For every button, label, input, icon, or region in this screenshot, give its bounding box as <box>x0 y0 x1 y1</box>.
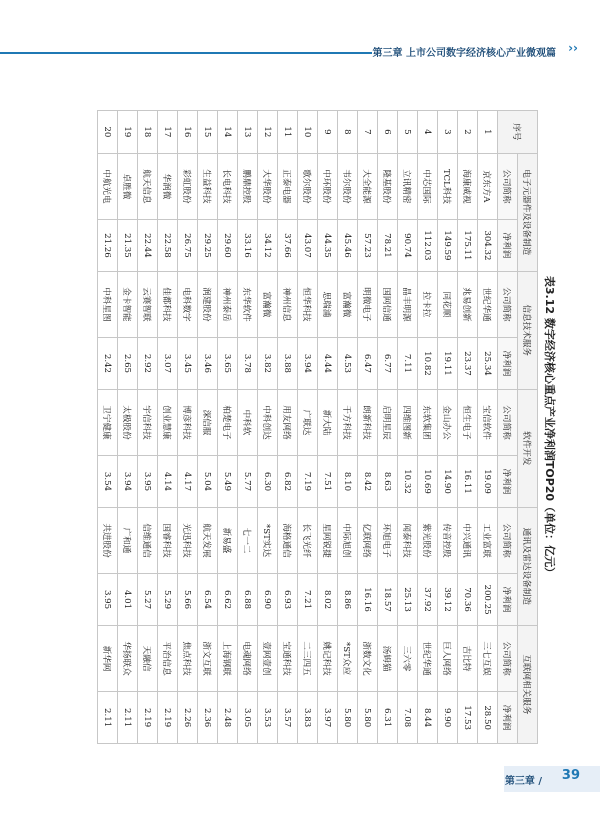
company-name-cell: 恒生电子 <box>458 389 478 455</box>
chevron-right-icon: ›› <box>568 41 578 55</box>
company-name-cell: 正泰电器 <box>278 153 298 219</box>
row-seq: 15 <box>198 111 218 154</box>
company-name-cell: *ST实达 <box>258 507 278 573</box>
company-name-cell: 新易盛 <box>218 507 238 573</box>
company-name-cell: 传音控股 <box>438 507 458 573</box>
company-name-cell: 壹网壹创 <box>258 625 278 691</box>
company-name-cell: 卫宁健康 <box>98 389 118 455</box>
net-profit-cell: 8.63 <box>378 456 398 508</box>
net-profit-cell: 5.04 <box>198 456 218 508</box>
company-name-cell: 恒华科技 <box>298 271 318 337</box>
company-name-cell: 思瑞浦 <box>318 271 338 337</box>
company-name-cell: 新大陆 <box>318 389 338 455</box>
company-name-cell: 航天发展 <box>198 507 218 573</box>
company-name-cell: 创业慧康 <box>158 389 178 455</box>
company-name-cell: 东软集团 <box>418 389 438 455</box>
net-profit-cell: 2.11 <box>98 692 118 744</box>
sub-header-company: 公司简称 <box>498 389 518 455</box>
sub-header-profit: 净利润 <box>498 338 518 390</box>
company-name-cell: 航天信息 <box>138 153 158 219</box>
table-body <box>98 111 498 744</box>
net-profit-cell: 3.82 <box>258 338 278 390</box>
net-profit-cell: 16.11 <box>458 456 478 508</box>
net-profit-cell: 7.11 <box>398 338 418 390</box>
company-name-cell: 千方科技 <box>338 389 358 455</box>
net-profit-cell: 7.51 <box>318 456 338 508</box>
net-profit-cell: 10.32 <box>398 456 418 508</box>
net-profit-cell: 6.90 <box>258 574 278 626</box>
net-profit-cell: 3.88 <box>278 338 298 390</box>
net-profit-cell: 43.07 <box>298 220 318 272</box>
row-seq: 12 <box>258 111 278 154</box>
net-profit-cell: 2.65 <box>118 338 138 390</box>
net-profit-cell: 3.95 <box>98 574 118 626</box>
net-profit-cell: 16.16 <box>358 574 378 626</box>
net-profit-cell: 4.17 <box>178 456 198 508</box>
net-profit-cell: 200.25 <box>478 574 498 626</box>
company-name-cell: 焦点科技 <box>178 625 198 691</box>
net-profit-cell: 3.07 <box>158 338 178 390</box>
rotated-table-block <box>86 110 560 744</box>
company-name-cell: 兆易创新 <box>458 271 478 337</box>
sub-header-profit: 净利润 <box>498 692 518 744</box>
net-profit-cell: 6.93 <box>278 574 298 626</box>
company-name-cell: 博彦科技 <box>178 389 198 455</box>
company-name-cell: 隆基股份 <box>378 153 398 219</box>
company-name-cell: 国网信通 <box>378 271 398 337</box>
row-seq: 6 <box>378 111 398 154</box>
net-profit-cell: 2.19 <box>138 692 158 744</box>
company-name-cell: 宝通科技 <box>278 625 298 691</box>
company-name-cell: 明微电子 <box>358 271 378 337</box>
net-profit-cell: 8.44 <box>418 692 438 744</box>
net-profit-cell: 3.46 <box>198 338 218 390</box>
company-name-cell: 同花顺 <box>438 271 458 337</box>
net-profit-cell: 2.19 <box>158 692 178 744</box>
table-row <box>218 111 238 744</box>
table-row <box>398 111 418 744</box>
net-profit-cell: 3.54 <box>98 456 118 508</box>
net-profit-cell: 21.35 <box>118 220 138 272</box>
net-profit-cell: 6.82 <box>278 456 298 508</box>
sub-header-profit: 净利润 <box>498 456 518 508</box>
net-profit-cell: 3.78 <box>238 338 258 390</box>
table-row <box>418 111 438 744</box>
net-profit-cell: 8.42 <box>358 456 378 508</box>
company-name-cell: 宝信软件 <box>478 389 498 455</box>
table-row <box>438 111 458 744</box>
net-profit-cell: 5.29 <box>158 574 178 626</box>
company-name-cell: 世纪华通 <box>418 625 438 691</box>
company-name-cell: 立讯精密 <box>398 153 418 219</box>
company-name-cell: TCL科技 <box>438 153 458 219</box>
row-seq: 10 <box>298 111 318 154</box>
company-name-cell: 韦尔股份 <box>338 153 358 219</box>
net-profit-cell: 3.45 <box>178 338 198 390</box>
sub-header-profit: 净利润 <box>498 574 518 626</box>
company-name-cell: 太极股份 <box>118 389 138 455</box>
net-profit-cell: 3.97 <box>318 692 338 744</box>
net-profit-cell: 34.12 <box>258 220 278 272</box>
net-profit-cell: 22.44 <box>138 220 158 272</box>
table-row <box>378 111 398 744</box>
row-seq: 2 <box>458 111 478 154</box>
company-name-cell: 三六零 <box>398 625 418 691</box>
company-name-cell: 广和通 <box>118 507 138 573</box>
sub-header-company: 公司简称 <box>498 153 518 219</box>
row-seq: 13 <box>238 111 258 154</box>
row-seq: 7 <box>358 111 378 154</box>
company-name-cell: 共进股份 <box>98 507 118 573</box>
company-name-cell: 晶丰明源 <box>398 271 418 337</box>
net-profit-cell: 7.19 <box>298 456 318 508</box>
net-profit-cell: 3.94 <box>118 456 138 508</box>
company-name-cell: 彩虹股份 <box>178 153 198 219</box>
net-profit-cell: 44.35 <box>318 220 338 272</box>
company-name-cell: 朗新科技 <box>358 389 378 455</box>
company-name-cell: 中科星图 <box>98 271 118 337</box>
company-name-cell: 三七互娱 <box>478 625 498 691</box>
group-header: 信息技术服务 <box>518 271 538 389</box>
company-name-cell: 新华网 <box>98 625 118 691</box>
net-profit-cell: 19.09 <box>478 456 498 508</box>
table-row <box>478 111 498 744</box>
net-profit-cell: 6.54 <box>198 574 218 626</box>
company-name-cell: 海康威视 <box>458 153 478 219</box>
net-profit-cell: 9.90 <box>438 692 458 744</box>
net-profit-cell: 2.92 <box>138 338 158 390</box>
company-name-cell: 润建股份 <box>198 271 218 337</box>
table-row <box>238 111 258 744</box>
company-name-cell: 海格通信 <box>278 507 298 573</box>
net-profit-cell: 29.25 <box>198 220 218 272</box>
row-seq: 16 <box>178 111 198 154</box>
company-name-cell: 佳都科技 <box>158 271 178 337</box>
company-name-cell: 用友网络 <box>278 389 298 455</box>
row-seq: 3 <box>438 111 458 154</box>
net-profit-cell: 5.66 <box>178 574 198 626</box>
company-name-cell: 国睿科技 <box>158 507 178 573</box>
net-profit-cell: 6.47 <box>358 338 378 390</box>
net-profit-cell: 7.08 <box>398 692 418 744</box>
seq-header: 序号 <box>498 111 538 154</box>
row-seq: 20 <box>98 111 118 154</box>
row-seq: 1 <box>478 111 498 154</box>
net-profit-cell: 3.53 <box>258 692 278 744</box>
company-name-cell: 金卡智能 <box>118 271 138 337</box>
net-profit-cell: 2.42 <box>98 338 118 390</box>
net-profit-cell: 28.50 <box>478 692 498 744</box>
net-profit-cell: 39.12 <box>438 574 458 626</box>
company-name-cell: 世纪华通 <box>478 271 498 337</box>
net-profit-cell: 8.02 <box>318 574 338 626</box>
net-profit-cell: 18.57 <box>378 574 398 626</box>
sub-header-company: 公司简称 <box>498 271 518 337</box>
company-name-cell: 中芯国际 <box>418 153 438 219</box>
company-name-cell: 长飞光纤 <box>298 507 318 573</box>
company-name-cell: 云赛智联 <box>138 271 158 337</box>
table-row <box>138 111 158 744</box>
net-profit-cell: 5.80 <box>358 692 378 744</box>
net-profit-cell: 4.01 <box>118 574 138 626</box>
net-profit-cell: 3.57 <box>278 692 298 744</box>
page-header <box>0 0 600 64</box>
company-name-cell: 中环股份 <box>318 153 338 219</box>
chapter-running-title: 第三章 上市公司数字经济核心产业微观篇 <box>372 48 556 59</box>
company-name-cell: 汤姆猫 <box>378 625 398 691</box>
row-seq: 8 <box>338 111 358 154</box>
company-name-cell: 巨人网络 <box>438 625 458 691</box>
net-profit-cell: 6.77 <box>378 338 398 390</box>
net-profit-cell: 3.94 <box>298 338 318 390</box>
company-name-cell: 亿联网络 <box>358 507 378 573</box>
net-profit-cell: 112.03 <box>418 220 438 272</box>
net-profit-cell: 4.53 <box>338 338 358 390</box>
company-name-cell: 东华软件 <box>238 271 258 337</box>
net-profit-cell: 7.21 <box>298 574 318 626</box>
net-profit-cell: 78.21 <box>378 220 398 272</box>
net-profit-cell: 21.26 <box>98 220 118 272</box>
net-profit-cell: 6.30 <box>258 456 278 508</box>
row-seq: 17 <box>158 111 178 154</box>
net-profit-cell: 2.11 <box>118 692 138 744</box>
group-header-row <box>518 111 538 744</box>
company-name-cell: 华扬联众 <box>118 625 138 691</box>
net-profit-cell: 26.75 <box>178 220 198 272</box>
company-name-cell: 光迅科技 <box>178 507 198 573</box>
net-profit-cell: 3.65 <box>218 338 238 390</box>
company-name-cell: 深信服 <box>198 389 218 455</box>
sub-header-profit: 净利润 <box>498 220 518 272</box>
net-profit-cell: 29.60 <box>218 220 238 272</box>
net-profit-cell: 17.53 <box>458 692 478 744</box>
company-name-cell: 星网锐捷 <box>318 507 338 573</box>
sub-header-company: 公司简称 <box>498 507 518 573</box>
company-name-cell: 神州泰岳 <box>218 271 238 337</box>
net-profit-cell: 57.23 <box>358 220 378 272</box>
footer-chapter-label: 第三章 / <box>504 776 542 787</box>
company-name-cell: 环旭电子 <box>378 507 398 573</box>
net-profit-cell: 2.48 <box>218 692 238 744</box>
net-profit-cell: 37.66 <box>278 220 298 272</box>
row-seq: 4 <box>418 111 438 154</box>
company-name-cell: 中科软 <box>238 389 258 455</box>
company-name-cell: 浙文互联 <box>198 625 218 691</box>
company-name-cell: 工业富联 <box>478 507 498 573</box>
company-name-cell: 富瀚微 <box>258 271 278 337</box>
company-name-cell: 神州信息 <box>278 271 298 337</box>
company-name-cell: 中兴通讯 <box>458 507 478 573</box>
company-name-cell: 华润微 <box>158 153 178 219</box>
company-name-cell: 电科数字 <box>178 271 198 337</box>
table-row <box>178 111 198 744</box>
company-name-cell: 姚记科技 <box>318 625 338 691</box>
net-profit-cell: 6.62 <box>218 574 238 626</box>
row-seq: 5 <box>398 111 418 154</box>
net-profit-cell: 4.44 <box>318 338 338 390</box>
page-number: 39 <box>561 768 580 783</box>
company-name-cell: 歌尔股份 <box>298 153 318 219</box>
row-seq: 14 <box>218 111 238 154</box>
company-name-cell: 启明星辰 <box>378 389 398 455</box>
table-row <box>358 111 378 744</box>
company-name-cell: 金山办公 <box>438 389 458 455</box>
company-name-cell: 天融信 <box>138 625 158 691</box>
net-profit-cell: 3.95 <box>138 456 158 508</box>
net-profit-cell: 70.36 <box>458 574 478 626</box>
table-row <box>98 111 118 744</box>
net-profit-cell: 2.36 <box>198 692 218 744</box>
company-name-cell: 京东方A <box>478 153 498 219</box>
company-name-cell: 上海钢联 <box>218 625 238 691</box>
company-name-cell: 信维通信 <box>138 507 158 573</box>
table-row <box>158 111 178 744</box>
net-profit-cell: 8.10 <box>338 456 358 508</box>
company-name-cell: *ST众应 <box>338 625 358 691</box>
company-name-cell: 中航光电 <box>98 153 118 219</box>
net-profit-cell: 5.27 <box>138 574 158 626</box>
company-name-cell: 广联达 <box>298 389 318 455</box>
net-profit-cell: 6.31 <box>378 692 398 744</box>
net-profit-cell: 90.74 <box>398 220 418 272</box>
sub-header-company: 公司简称 <box>498 625 518 691</box>
table-row <box>118 111 138 744</box>
net-profit-cell: 14.90 <box>438 456 458 508</box>
net-profit-cell: 23.37 <box>458 338 478 390</box>
company-name-cell: 二三四五 <box>298 625 318 691</box>
net-profit-cell: 2.26 <box>178 692 198 744</box>
company-name-cell: 吉比特 <box>458 625 478 691</box>
company-name-cell: 生益科技 <box>198 153 218 219</box>
table-row <box>458 111 478 744</box>
row-seq: 11 <box>278 111 298 154</box>
net-profit-cell: 37.92 <box>418 574 438 626</box>
company-name-cell: 平治信息 <box>158 625 178 691</box>
net-profit-cell: 5.80 <box>338 692 358 744</box>
net-profit-cell: 3.05 <box>238 692 258 744</box>
table-row <box>338 111 358 744</box>
net-profit-cell: 22.58 <box>158 220 178 272</box>
net-profit-cell: 10.69 <box>418 456 438 508</box>
company-name-cell: 中际旭创 <box>338 507 358 573</box>
table-title: 表3.12 数字经济核心重点产业净利润TOP20（单位：亿元） <box>543 275 556 579</box>
net-profit-cell: 149.59 <box>438 220 458 272</box>
company-name-cell: 长电科技 <box>218 153 238 219</box>
row-seq: 19 <box>118 111 138 154</box>
table-row <box>298 111 318 744</box>
company-name-cell: 富瀚微 <box>338 271 358 337</box>
company-name-cell: 紫光股份 <box>418 507 438 573</box>
net-profit-cell: 4.14 <box>158 456 178 508</box>
net-profit-cell: 5.77 <box>238 456 258 508</box>
net-profit-cell: 25.34 <box>478 338 498 390</box>
company-name-cell: 七一二 <box>238 507 258 573</box>
company-name-cell: 拉卡拉 <box>418 271 438 337</box>
company-name-cell: 宇信科技 <box>138 389 158 455</box>
group-header: 互联网相关服务 <box>518 625 538 743</box>
row-seq: 9 <box>318 111 338 154</box>
company-name-cell: 大全能源 <box>358 153 378 219</box>
table-row <box>258 111 278 744</box>
row-seq: 18 <box>138 111 158 154</box>
group-header: 软件开发 <box>518 389 538 507</box>
company-name-cell: 电魂网络 <box>238 625 258 691</box>
net-profit-cell: 3.83 <box>298 692 318 744</box>
company-name-cell: 柏楚电子 <box>218 389 238 455</box>
company-name-cell: 四维图新 <box>398 389 418 455</box>
company-name-cell: 中科创达 <box>258 389 278 455</box>
company-name-cell: 鹏鼎控股 <box>238 153 258 219</box>
company-name-cell: 卓胜微 <box>118 153 138 219</box>
table-row <box>278 111 298 744</box>
group-header: 通讯及雷达设备制造 <box>518 507 538 625</box>
company-name-cell: 大华股份 <box>258 153 278 219</box>
net-profit-cell: 6.88 <box>238 574 258 626</box>
net-profit-cell: 25.13 <box>398 574 418 626</box>
table-region <box>86 110 560 744</box>
sub-header-row <box>498 111 518 744</box>
net-profit-cell: 304.32 <box>478 220 498 272</box>
company-name-cell: 闻泰科技 <box>398 507 418 573</box>
net-profit-table <box>97 110 538 744</box>
table-row <box>318 111 338 744</box>
table-row <box>198 111 218 744</box>
company-name-cell: 浙数文化 <box>358 625 378 691</box>
net-profit-cell: 10.82 <box>418 338 438 390</box>
net-profit-cell: 8.86 <box>338 574 358 626</box>
net-profit-cell: 19.11 <box>438 338 458 390</box>
group-header: 电子元器件及设备制造 <box>518 153 538 271</box>
net-profit-cell: 33.16 <box>238 220 258 272</box>
net-profit-cell: 5.49 <box>218 456 238 508</box>
net-profit-cell: 45.46 <box>338 220 358 272</box>
net-profit-cell: 175.11 <box>458 220 478 272</box>
